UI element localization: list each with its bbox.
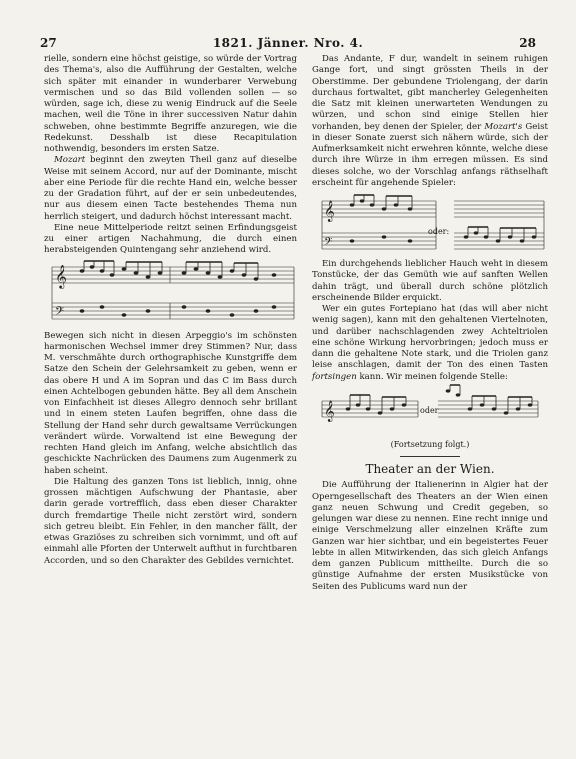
left-column	[44, 54, 297, 567]
oder-label: oder:	[428, 227, 450, 236]
paragraph: Mozart beginnt den zweyten Theil ganz auf dieselbe Weise mit seinem Accord, nur auf der Dominante, mischt aber eine Periode für die rechte Hand ein, welche besser zu der Gradation führt, auf der er sein unbedeutendes, nur aus diesem einen Tacte bestehendes Thema nun herrlich steigert, und dadurch höchst interessant macht.	[44, 155, 297, 222]
continuation-note: (Fortsetzung folgt.)	[390, 439, 470, 449]
music-staff	[436, 383, 540, 429]
music-staff	[320, 387, 420, 429]
paragraph: Die Haltung des ganzen Tons ist lieblich, innig, ohne grossen mächtigen Aufschwung der Phantasie, aber darin gerade vortrefflich, dass eben dieser Charakter durch fremdartige Theile nicht zerstört wird, sondern sich getreu bleibt. Ein Fehler, in den mancher fällt, der etwas Graziöses zu schreiben sich vornimmt, und oft auf einmahl alle Pforten der Unterwelt aufthut in furchtbaren Accorden, und so den Charakter des Gebildes vernichtet.	[44, 476, 297, 566]
svg-text:𝄞: 𝄞	[324, 400, 335, 422]
music-staff	[318, 191, 438, 257]
svg-text:𝄞: 𝄞	[55, 263, 67, 288]
svg-text:𝄞: 𝄞	[324, 201, 335, 222]
paragraph: Die Aufführung der Italienerinn in Algier hat der Operngesellschaft des Theaters an der Wien einen ganz neuen Schwung und Credit gegeben, so gelungen war diese zu nennen. Eine recht innige und einige Verschmelzung aller einzelnen Kräfte zum Ganzen war hier sichtbar, und ein begeistertes Feuer lebte in allen Mitwirkenden, das sich gleich Anfangs dem ganzen Publicum mittheilte. Durch die so günstige Aufnahme der ersten Musikstücke von Seiten des Publicums ward nun der	[312, 480, 548, 592]
paragraph: Wer ein gutes Fortepiano hat (das will aber nicht wenig sagen), kann mit den gehaltenen Viertelnoten, und darüber nachschlagenden zwey Achteltriolen eine schöne Wirkung hervorbringen; jedoch muss er dann die gehaltene Note stark, und die Triolen ganz leise anschlagen, damit der Ton des einen Tasten fortsingen kann. Wir meinen folgende Stelle:	[312, 304, 548, 382]
music-example-vorschlag	[312, 189, 548, 259]
paragraph: Das Andante, F dur, wandelt in seinem ruhigen Gange fort, und singt grössten Theils in der Oberstimme. Der gebundene Triolengang, der darin durchaus fortwaltet, gibt mancherley Gelegenheiten die Satz mit kleinen unerwarteten Wendungen zu würzen, und schon sind einige Stellen hier vorhanden, bey denen der Spieler, der Mozart's Geist in dieser Sonate zuerst sich nähern würde, sich der Aufmerksamkeit nicht erwehren könnte, welche diese durch ihre Würze in ihm erregen müssen. Es sind dieses solche, wo der Vorschlag anfangs räthselhaft erscheint für angehende Spieler:	[312, 54, 548, 188]
page-header	[40, 36, 536, 52]
oder-label: oder	[420, 405, 439, 415]
svg-text:𝄢: 𝄢	[55, 304, 65, 321]
paragraph: Ein durchgehends lieblicher Hauch weht in diesem Tonstücke, der das Gemüth wie auf sanften Wellen dahin trägt, und überall durch schöne plötzlich erscheinende Bilder erquickt.	[312, 259, 548, 303]
composer-name: Mozart	[54, 155, 86, 166]
section-title: Theater an der Wien.	[365, 462, 495, 476]
music-example-quintengang	[44, 259, 297, 329]
right-column	[312, 54, 548, 593]
page-number-right: 28	[519, 36, 536, 50]
paragraph: rielle, sondern eine höchst geistige, so würde der Vortrag des Thema's, also die Aufführung der Gestalten, welche sich später mit einander in wunderbarer Verwebung vermischen und so das Bild vollenden sollen — so würden, sage ich, diese zu wenig Eindruck auf die Seele machen, weil die Töne in ihrer successiven Natur dahin schweben, ohne bestimmte Begriffe anzuregen, wie die Redekunst. Desshalb ist diese Recapitulation nothwendig, besonders im ersten Satze.	[44, 54, 297, 154]
paragraph: Bewegen sich nicht in diesen Arpeggio's im schönsten harmonischen Wechsel immer drey Stimmen? Nur, dass M. verschmähte durch orthographische Kunstgriffe dem Satze den Schein der Gelehrsamkeit zu geben, wenn er das obere H und A im Sopran und das C im Bass durch einen Achtelbogen gebunden hätte. Bey all dem Anschein von Einfachheit ist dieses Allegro dennoch sehr brillant und in einem steten Laufen begriffen, ohne dass die Stellung der Hand sehr durch gewaltsame Verrückungen verändert würde. Vorwaltend ist eine Bewegung der rechten Hand gleich im Anfang, welche absichtlich das geschickte Nachrücken des Daumens zum Augenmerk zu haben scheint.	[44, 330, 297, 476]
divider	[400, 456, 460, 457]
page-number-left: 27	[40, 36, 57, 50]
svg-text:𝄢: 𝄢	[324, 236, 333, 251]
music-staff	[452, 191, 546, 257]
emphasized-word: fortsingen	[312, 371, 357, 382]
issue-date: 1821. Jänner. Nro. 4.	[212, 36, 364, 50]
music-example-fortsingen	[312, 383, 548, 435]
paragraph: Eine neue Mittelperiode reitzt seinen Erfindungsgeist zu einer artigen Nachahmung, die durch einen herabsteigenden Quintengang sehr anziehend wird.	[44, 222, 297, 256]
composer-name: Mozart's	[484, 121, 523, 132]
